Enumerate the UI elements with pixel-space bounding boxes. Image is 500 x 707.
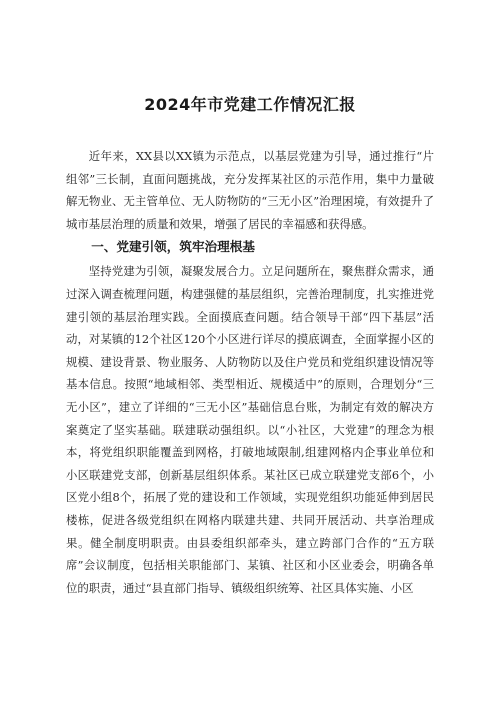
document-title: 2024年市党建工作情况汇报 [144, 95, 356, 114]
intro-paragraph: 近年来，XX县以XX镇为示范点，以基层党建为引导，通过推行“片组邻”三长制，直面问题挑战，充分发挥某社区的示范作用，集中力量破解无物业、无主管单位、无人防物防的“三无小区”治理困境，有效提升了城市基层治理的质量和效果，增强了居民的幸福感和获得感。 [66, 149, 434, 231]
section-body-paragraph: 坚持党建为引领，凝聚发展合力。立足问题所在，聚焦群众需求，通过深入调查梳理问题，构建强健的基层组织，完善治理制度，扎实推进党建引领的基层治理实践。全面摸底查问题。结合领导干部“四下基层”活动，对某镇的12个社区120个小区进行详尽的摸底调查，全面掌握小区的规模、建设背景、物业服务、人防物防以及住户党员和党组织建设情况等基本信息。按照“地域相邻、类型相近、规模适中”的原则，合理划分“三无小区”，建立了详细的“三无小区”基础信息台账，为制定有效的解决方案奠定了坚实基础。联建联动强组织。以“小社区，大党建”的理念为根本，将党组织职能覆盖到网格，打破地域限制,组建网格内企事业单位和小区联建党支部，创新基层组织体系。某社区已成立联建党支部6个，小区党小组8个，拓展了党的建设和工作领域，实现党组织功能延伸到居民楼栋，促进各级党组织在网格内联建共建、共同开展活动、共享治理成果。健全制度明职责。由县委组织部牵头，建立跨部门合作的“五方联席”会议制度，包括相关职能部门、某镇、社区和小区业委会，明确各单位的职责，通过“县直部门指导、镇级组织统筹、社区具体实施、小区 [66, 264, 434, 595]
section-heading: 一、党建引领，筑牢治理根基 [91, 239, 255, 255]
